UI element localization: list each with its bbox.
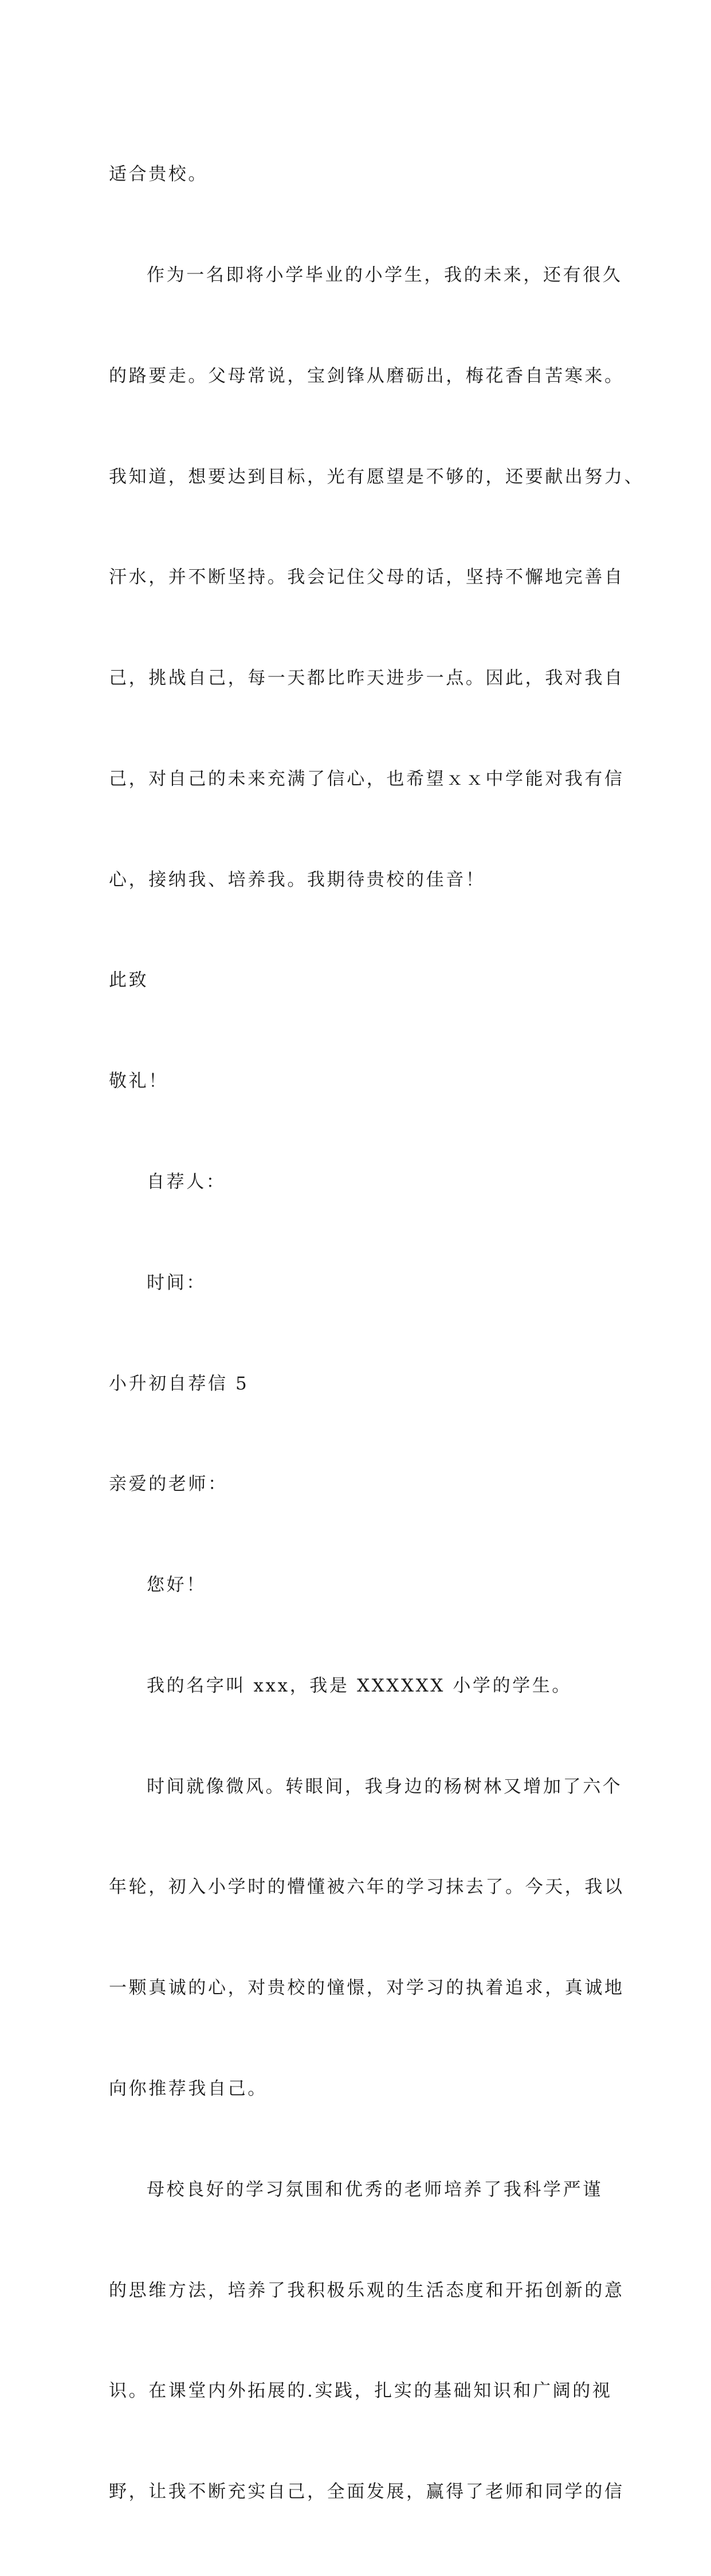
text-line-5: 汗水，并不断坚持。我会记住父母的话，坚持不懈地完善自 (109, 567, 624, 588)
text-line-1: 适合贵校。 (109, 164, 208, 185)
text-line-24: 野，让我不断充实自己，全面发展，赢得了老师和同学的信 (109, 2481, 624, 2503)
intro-line: 我的名字叫 xxx，我是 XXXXXX 小学的学生。 (147, 1675, 572, 1696)
date-line: 时间： (147, 1272, 206, 1293)
salutation-line: 敬礼！ (109, 1071, 168, 1092)
greeting-line: 亲爱的老师： (109, 1474, 228, 1495)
text-line-2: 作为一名即将小学毕业的小学生，我的未来，还有很久 (147, 264, 623, 285)
text-line-3: 的路要走。父母常说，宝剑锋从磨砺出，梅花香自苦寒来。 (109, 365, 624, 386)
text-line-4: 我知道，想要达到目标，光有愿望是不够的，还要献出努力、 (109, 466, 645, 487)
text-line-21: 母校良好的学习氛围和优秀的老师培养了我科学严谨 (147, 2179, 603, 2200)
hello-line: 您好！ (147, 1575, 206, 1596)
letter-body (109, 91, 645, 2576)
section-title: 小升初自荐信 5 (109, 1373, 249, 1394)
text-line-22: 的思维方法，培养了我积极乐观的生活态度和开拓创新的意 (109, 2280, 624, 2301)
text-line-18: 年轮，初入小学时的懵懂被六年的学习抹去了。今天，我以 (109, 1877, 624, 1898)
text-line-20: 向你推荐我自己。 (109, 2078, 268, 2100)
text-line-23: 识。在课堂内外拓展的.实践，扎实的基础知识和广阔的视 (109, 2381, 612, 2402)
signer-line: 自荐人： (147, 1172, 226, 1192)
closing-line: 此致 (109, 970, 149, 991)
text-line-17: 时间就像微风。转眼间，我身边的杨树林又增加了六个 (147, 1776, 623, 1797)
text-line-19: 一颗真诚的心，对贵校的憧憬，对学习的执着追求，真诚地 (109, 1978, 624, 1999)
text-line-6: 己，挑战自己，每一天都比昨天进步一点。因此，我对我自 (109, 668, 624, 689)
text-line-8: 心，接纳我、培养我。我期待贵校的佳音！ (109, 869, 486, 890)
text-line-7: 己，对自己的未来充满了信心，也希望ｘｘ中学能对我有信 (109, 768, 624, 789)
